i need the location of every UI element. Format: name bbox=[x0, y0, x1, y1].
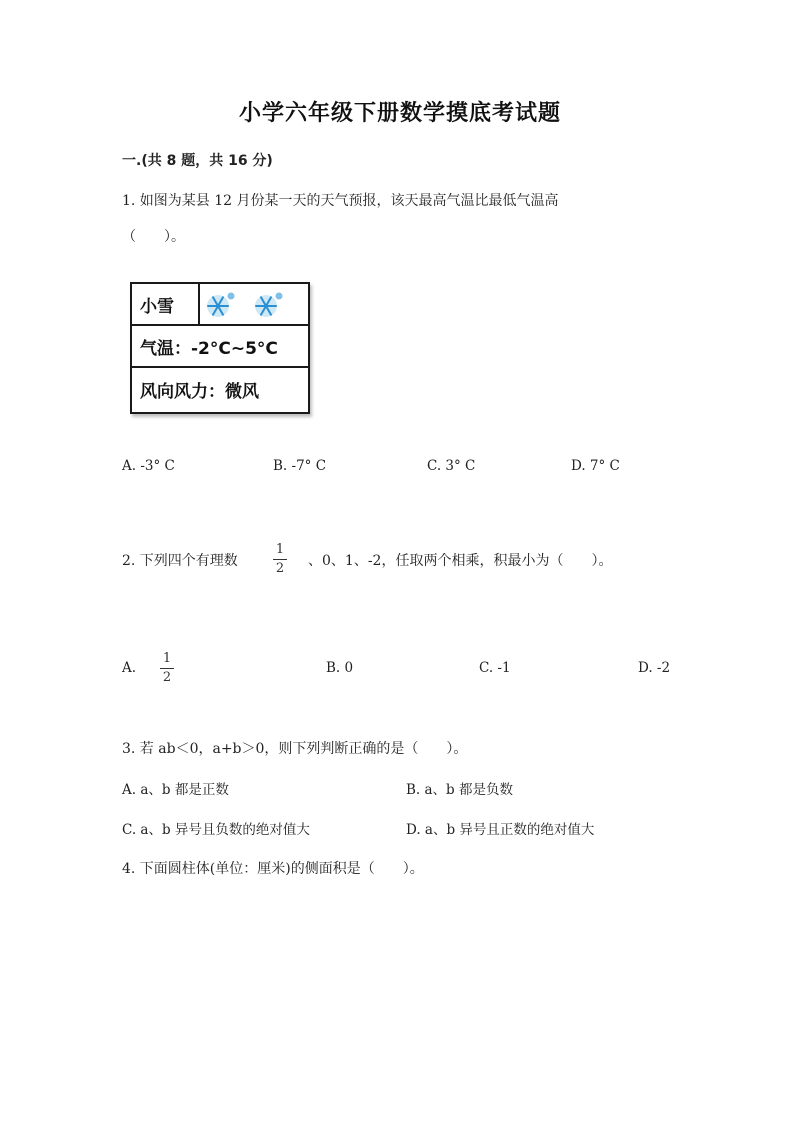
question-2-option-b[interactable]: B. 0 bbox=[326, 660, 354, 676]
question-2-fraction bbox=[272, 543, 288, 576]
question-1-option-a[interactable]: A. -3° C bbox=[122, 458, 175, 474]
question-3-text: 3. 若 ab＜0，a+b＞0，则下列判断正确的是（ ）。 bbox=[122, 741, 468, 757]
snowflake-icon bbox=[200, 284, 308, 324]
fraction-numerator: 1 bbox=[275, 542, 285, 557]
question-1-option-c[interactable]: C. 3° C bbox=[427, 458, 476, 474]
weather-row-condition bbox=[132, 284, 308, 326]
question-1-option-b[interactable]: B. -7° C bbox=[273, 458, 327, 474]
page-title: 小学六年级下册数学摸底考试题 bbox=[238, 100, 561, 126]
snow-icons-cell bbox=[198, 284, 310, 324]
temperature-label: 气温：-2°C~5°C bbox=[140, 338, 278, 359]
question-1-text: 1. 如图为某县 12 月份某一天的天气预报，该天最高气温比最低气温高 bbox=[122, 193, 559, 209]
question-2-option-d[interactable]: D. -2 bbox=[638, 660, 671, 676]
question-1-blank: （ ）。 bbox=[122, 229, 185, 245]
question-3-option-a[interactable]: A. a、b 都是正数 bbox=[122, 782, 229, 798]
wind-label: 风向风力：微风 bbox=[140, 381, 259, 402]
question-4-text: 4. 下面圆柱体(单位：厘米)的侧面积是（ ）。 bbox=[122, 861, 424, 877]
fraction-denominator: 2 bbox=[162, 670, 172, 685]
question-3-option-c[interactable]: C. a、b 异号且负数的绝对值大 bbox=[122, 822, 310, 838]
fraction-bar bbox=[160, 668, 174, 669]
question-3-option-b[interactable]: B. a、b 都是负数 bbox=[406, 782, 513, 798]
section-heading: 一.(共 8 题，共 16 分) bbox=[122, 153, 273, 169]
fraction-numerator: 1 bbox=[162, 651, 172, 666]
weather-row-temperature bbox=[132, 326, 308, 368]
question-2-option-a-fraction[interactable] bbox=[159, 652, 175, 685]
fraction-bar bbox=[273, 559, 287, 560]
question-2-prefix: 2. 下列四个有理数 bbox=[122, 553, 238, 569]
question-1-option-d[interactable]: D. 7° C bbox=[571, 458, 620, 474]
question-2-option-a-label[interactable]: A. bbox=[122, 660, 137, 676]
weather-forecast-card bbox=[130, 282, 310, 414]
question-2-option-c[interactable]: C. -1 bbox=[479, 660, 511, 676]
question-3-option-d[interactable]: D. a、b 异号且正数的绝对值大 bbox=[406, 822, 595, 838]
weather-condition-label: 小雪 bbox=[140, 296, 174, 317]
fraction-denominator: 2 bbox=[275, 561, 285, 576]
question-2-suffix: 、0、1、-2，任取两个相乘，积最小为（ ）。 bbox=[308, 553, 613, 569]
weather-row-wind bbox=[132, 368, 308, 410]
